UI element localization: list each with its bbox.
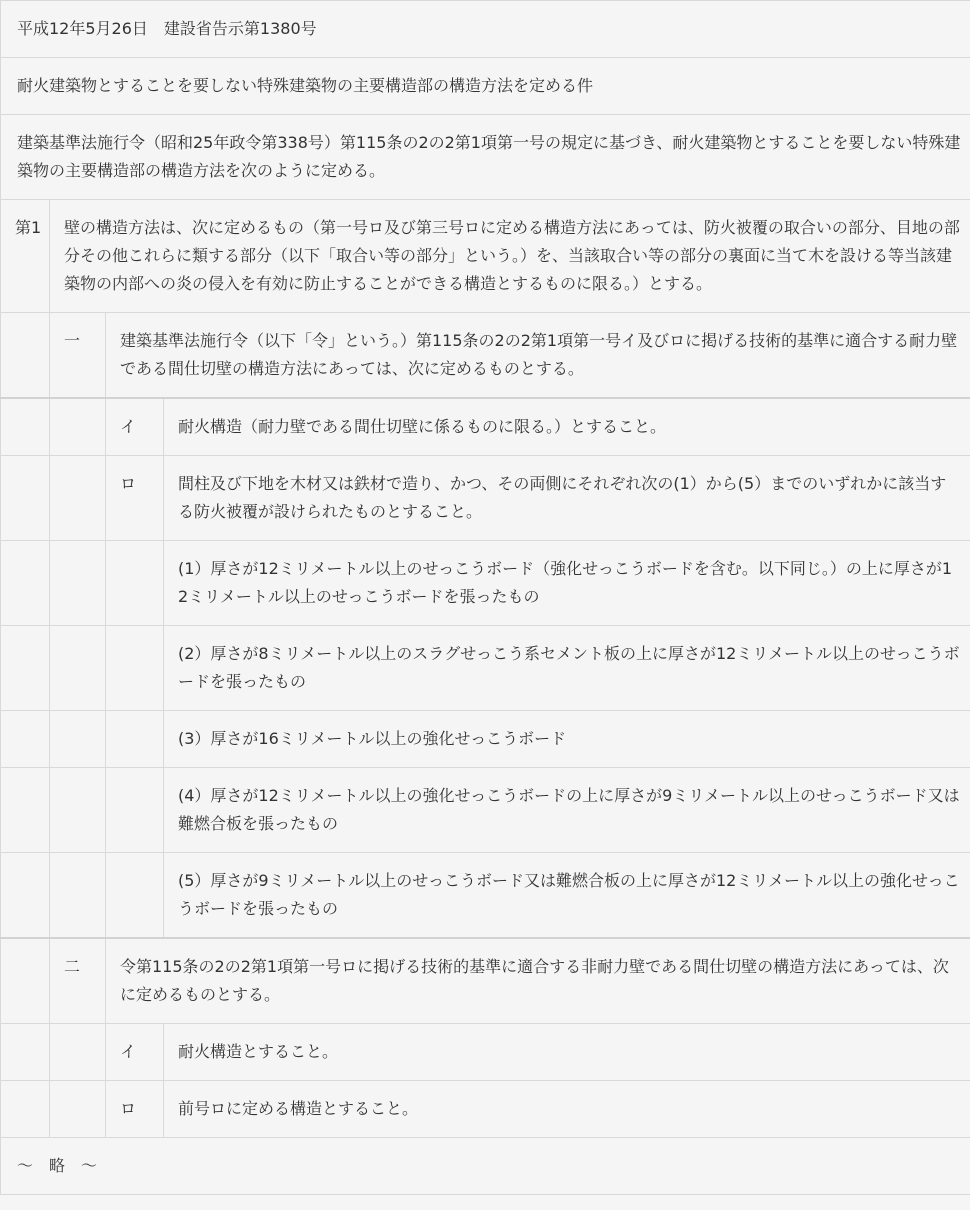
article-text-cell xyxy=(50,200,970,313)
indent-cell xyxy=(50,1024,106,1081)
subitem-text-cell xyxy=(164,1081,970,1138)
item-label-cell xyxy=(50,938,106,1024)
subsubitem-text: (1）厚さが12ミリメートル以上のせっこうボード（強化せっこうボードを含む。以下同じ。）の上に厚さが12ミリメートル以上のせっこうボードを張ったもの xyxy=(178,559,953,606)
indent-cell xyxy=(50,398,106,456)
preamble: 建築基準法施行令（昭和25年政令第338号）第115条の2の2第1項第一号の規定に基づき、耐火建築物とすることを要しない特殊建築物の主要構造部の構造方法を次のように定める。 xyxy=(17,133,961,180)
indent-cell xyxy=(50,541,106,626)
subsubitem-cell xyxy=(164,626,970,711)
subitem-text: 前号ロに定める構造とすること。 xyxy=(178,1099,419,1118)
subsubitem-cell xyxy=(164,853,970,939)
subsubitem-text: (5）厚さが9ミリメートル以上のせっこうボード又は難燃合板の上に厚さが12ミリメートル以上の強化せっこうボードを張ったもの xyxy=(178,871,960,918)
subsubitem-cell xyxy=(164,711,970,768)
indent-cell xyxy=(1,541,50,626)
indent-cell xyxy=(1,768,50,853)
indent-cell xyxy=(1,853,50,939)
item-text-cell xyxy=(106,313,970,399)
indent-cell xyxy=(1,1024,50,1081)
indent-cell xyxy=(1,938,50,1024)
indent-cell xyxy=(50,456,106,541)
indent-cell xyxy=(50,711,106,768)
subitem-label: イ xyxy=(120,417,137,436)
item-label-cell xyxy=(50,313,106,399)
subitem-text: 耐火構造とすること。 xyxy=(178,1042,339,1061)
subsubitem-text: (3）厚さが16ミリメートル以上の強化せっこうボード xyxy=(178,729,567,748)
notice-title: 耐火建築物とすることを要しない特殊建築物の主要構造部の構造方法を定める件 xyxy=(17,76,594,95)
subitem-text-cell xyxy=(164,1024,970,1081)
indent-cell xyxy=(1,711,50,768)
item-text: 建築基準法施行令（以下「令」という。）第115条の2の2第1項第一号イ及びロに掲げる技術的基準に適合する耐力壁である間仕切壁の構造方法にあっては、次に定めるものとする。 xyxy=(120,331,958,378)
item-label: 一 xyxy=(64,331,81,350)
subitem-label: イ xyxy=(120,1042,137,1061)
indent-cell xyxy=(106,541,164,626)
indent-cell xyxy=(50,1081,106,1138)
subsubitem-cell xyxy=(164,541,970,626)
subitem-text: 間柱及び下地を木材又は鉄材で造り、かつ、その両側にそれぞれ次の(1）から(5）までのいずれかに該当する防火被覆が設けられたものとすること。 xyxy=(178,474,947,521)
indent-cell xyxy=(1,456,50,541)
indent-cell xyxy=(106,626,164,711)
indent-cell xyxy=(1,313,50,399)
indent-cell xyxy=(1,398,50,456)
subitem-label-cell xyxy=(106,1081,164,1138)
subitem-label-cell xyxy=(106,398,164,456)
subitem-label-cell xyxy=(106,456,164,541)
indent-cell xyxy=(1,1081,50,1138)
preamble-cell xyxy=(1,115,970,200)
item-text: 令第115条の2の2第1項第一号ロに掲げる技術的基準に適合する非耐力壁である間仕切壁の構造方法にあっては、次に定めるものとする。 xyxy=(120,957,949,1004)
omitted-note: 〜 略 〜 xyxy=(17,1156,98,1175)
subsubitem-text: (2）厚さが8ミリメートル以上のスラグせっこう系セメント板の上に厚さが12ミリメートル以上のせっこうボードを張ったもの xyxy=(178,644,960,691)
indent-cell xyxy=(106,711,164,768)
date-notice: 平成12年5月26日 建設省告示第1380号 xyxy=(17,19,317,38)
indent-cell xyxy=(50,768,106,853)
indent-cell xyxy=(106,853,164,939)
subitem-text: 耐火構造（耐力壁である間仕切壁に係るものに限る。）とすること。 xyxy=(178,417,667,436)
item-text-cell xyxy=(106,938,970,1024)
subitem-label-cell xyxy=(106,1024,164,1081)
subitem-text-cell xyxy=(164,456,970,541)
indent-cell xyxy=(50,853,106,939)
indent-cell xyxy=(50,626,106,711)
article-label: 第1 xyxy=(15,218,42,237)
item-label: 二 xyxy=(64,957,81,976)
subitem-label: ロ xyxy=(120,474,137,493)
subsubitem-cell xyxy=(164,768,970,853)
indent-cell xyxy=(1,626,50,711)
subitem-text-cell xyxy=(164,398,970,456)
indent-cell xyxy=(106,768,164,853)
subsubitem-text: (4）厚さが12ミリメートル以上の強化せっこうボードの上に厚さが9ミリメートル以上のせっこうボード又は難燃合板を張ったもの xyxy=(178,786,960,833)
date-notice-cell xyxy=(1,1,970,58)
article-text: 壁の構造方法は、次に定めるもの（第一号ロ及び第三号ロに定める構造方法にあっては、防火被覆の取合いの部分、目地の部分その他これらに類する部分（以下「取合い等の部分」という。）を、当該取合い等の部分の裏面に当て木を設ける等当該建築物の内部への炎の侵入を有効に防止することができる構造とするものに限る。）とする。 xyxy=(64,218,960,293)
title-cell xyxy=(1,58,970,115)
subitem-label: ロ xyxy=(120,1099,137,1118)
omitted-cell xyxy=(1,1138,970,1195)
article-label-cell xyxy=(1,200,50,313)
